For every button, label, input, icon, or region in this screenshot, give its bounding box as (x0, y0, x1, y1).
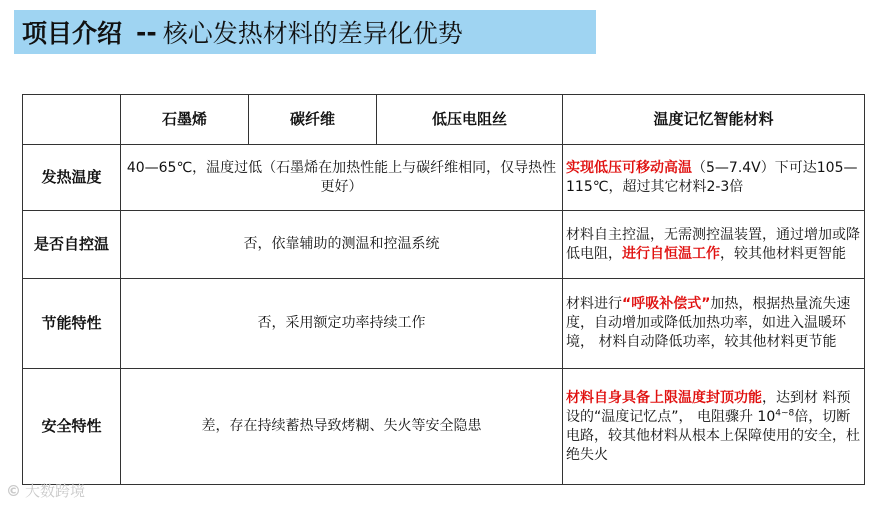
row-label-safety: 安全特性 (23, 369, 121, 485)
header-graphene: 石墨烯 (121, 95, 249, 145)
smart-heating-temp (563, 145, 865, 211)
smart-energy-saving-text-pre: 材料进行 (566, 296, 622, 312)
smart-self-control (563, 211, 865, 279)
row-label-self-control: 是否自控温 (23, 211, 121, 279)
row-label-heating-temp: 发热温度 (23, 145, 121, 211)
others-energy-saving: 否，采用额定功率持续工作 (121, 279, 563, 369)
row-label-energy-saving: 节能特性 (23, 279, 121, 369)
watermark (6, 480, 85, 501)
comparison-table (22, 94, 865, 485)
page-title-main: 项目介绍 (22, 19, 123, 48)
page-title-separator: -- (136, 17, 157, 47)
smart-safety-highlight: 材料自身具备上限温度封顶功能 (566, 389, 762, 406)
smart-self-control-text-post: ，较其他材料更智能 (720, 245, 846, 262)
others-safety: 差，存在持续蓄热导致烤糊、失火等安全隐患 (121, 369, 563, 485)
header-low-voltage-wire: 低压电阻丝 (377, 95, 563, 145)
smart-safety-exponent: 4~8 (775, 407, 795, 418)
header-smart-material: 温度记忆智能材料 (563, 95, 865, 145)
watermark-logo-icon: © (6, 481, 21, 500)
smart-energy-saving (563, 279, 865, 369)
smart-safety-text-pre: ，达到材 料预设的“温度记忆点”， 电阻骤升 10 (566, 389, 851, 425)
others-self-control: 否，依靠辅助的测温和控温系统 (121, 211, 563, 279)
table-row (23, 145, 865, 211)
smart-heating-temp-text: （5—7.4V）下可达105—115℃，超过其它材料2-3倍 (566, 159, 858, 195)
page-title-banner (14, 10, 596, 54)
smart-self-control-highlight: 进行自恒温工作 (622, 245, 720, 262)
header-corner (23, 95, 121, 145)
smart-self-control-text-pre: 材料自主控温，无需测控温装置，通过增加或降低电阻， (566, 226, 860, 262)
table-row (23, 279, 865, 369)
smart-energy-saving-highlight: “呼吸补偿式” (622, 296, 711, 312)
others-heating-temp: 40—65℃，温度过低（石墨烯在加热性能上与碳纤维相同，仅导热性更好） (121, 145, 563, 211)
smart-heating-temp-highlight: 实现低压可移动高温 (566, 159, 692, 176)
table-header-row (23, 95, 865, 145)
table-row (23, 211, 865, 279)
smart-energy-saving-text-post: 加热，根据热量流失速度，自动增加或降低加热功率，如进入温暖环境， 材料自动降低功率，较其他材料更节能 (566, 296, 851, 350)
smart-safety (563, 369, 865, 485)
table-row (23, 369, 865, 485)
header-carbon-fiber: 碳纤维 (249, 95, 377, 145)
smart-safety-text-post: 倍，切断电路，较其他材料从根本上保障使用的安全，杜绝失火 (566, 408, 860, 463)
page-title-sub: 核心发热材料的差异化优势 (162, 19, 463, 48)
watermark-text: 大数跨境 (25, 482, 86, 500)
